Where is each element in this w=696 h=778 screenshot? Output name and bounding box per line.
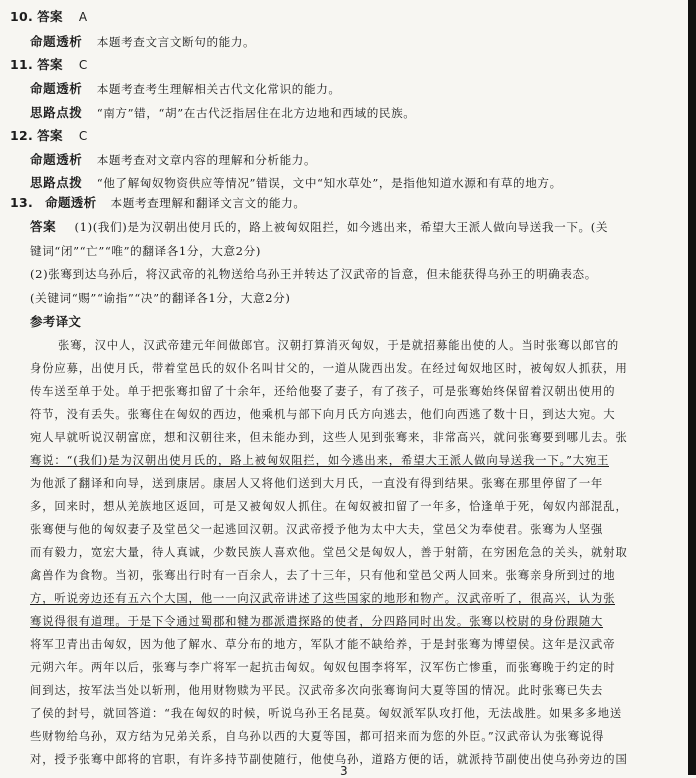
question-number: 12.: [10, 128, 34, 143]
translation-line: 为他派了翻译和向导，送到康居。康居人又将他们送到大月氏，一直没有得到结果。张骞在那里停留了一年: [30, 477, 604, 490]
translation-line: 骞说：“(我们)是为汉朝出使月氏的，路上被匈奴阻拦，如今逃出来，希望大王派人做向导送我一下。”大宛王: [30, 454, 610, 467]
translation-line: 宛人早就听说汉朝富庶，想和汉朝往来，但未能办到，这些人见到张骞来，非常高兴，就问张骞要到哪儿去。张: [30, 431, 628, 444]
q10-answer-row: [10, 9, 87, 25]
answer-text: (1)(我们)是为汉朝出使月氏的，路上被匈奴阻拦，如今逃出来，希望大王派人做向导送我一下。(关: [74, 220, 609, 234]
question-number: 13.: [10, 195, 34, 210]
analysis-label: 命题透析: [30, 81, 83, 96]
question-number: 10.: [10, 9, 34, 24]
hint-text: “南方”错，“胡”在古代泛指居住在北方边地和西域的民族。: [96, 106, 416, 120]
hint-label: 思路点拨: [30, 105, 83, 120]
translation-line: 些财物给乌孙，双方结为兄弟关系，自乌孙以西的大夏等国，都可招来而为您的外臣。”汉武帝认为张骞说得: [30, 730, 605, 743]
q10-analysis-row: [30, 34, 255, 50]
answer-value: C: [78, 58, 88, 72]
answer-label: 答案: [37, 9, 63, 24]
translation-line: 多，回来时，想从羌族地区返回，可是又被匈奴人抓住。在匈奴被扣留了一年多，恰逢单于死，匈奴内部混乱，: [30, 500, 628, 513]
q11-hint-row: [30, 105, 415, 121]
answer-value: A: [78, 10, 88, 24]
analysis-text: 本题考查理解和翻译文言文的能力。: [110, 196, 306, 210]
answer-label: 答案: [37, 128, 63, 143]
translation-line: 对，授予张骞中郎将的官职，有许多持节副使随行，他使乌孙，道路方便的话，就派持节副使出使乌孙旁边的国: [30, 753, 628, 766]
q12-analysis-row: [30, 152, 316, 168]
translation-line: 身份应募，出使月氏，带着堂邑氏的奴仆名叫甘父的，一道从陇西出发。在经过匈奴地区时，被匈奴人抓获，用: [30, 362, 628, 375]
q13-analysis-row: [10, 195, 306, 211]
analysis-text: 本题考查考生理解相关古代文化常识的能力。: [96, 82, 341, 96]
answer-label: 答案: [37, 57, 63, 72]
hint-text: “他了解匈奴物资供应等情况”错误，文中“知水草处”，是指他知道水源和有草的地方。: [96, 176, 562, 190]
translation-line: 张骞，汉中人，汉武帝建元年间做郎官。汉朝打算消灭匈奴，于是就招募能出使的人。当时张骞以郎官的: [58, 339, 620, 352]
analysis-label: 命题透析: [30, 152, 83, 167]
translation-line: 禽兽作为食物。当初，张骞出行时有一百余人，去了十三年，只有他和堂邑父两人回来。张骞亲身所到过的地: [30, 569, 616, 582]
q11-analysis-row: [30, 81, 341, 97]
page-number: 3: [340, 764, 348, 778]
reference-translation-title: 参考译文: [30, 314, 82, 329]
translation-line: 骞说得很有道理。于是下令通过蜀郡和犍为郡派遣探路的使者，分四路同时出发。张骞以校尉的身份跟随大: [30, 615, 604, 628]
translation-line: 间到达，按军法当处以斩刑，他用财物赎为平民。汉武帝多次向张骞询问大夏等国的情况。此时张骞已失去: [30, 684, 604, 697]
translation-line: 而有毅力，宽宏大量，待人真诚，少数民族人喜欢他。堂邑父是匈奴人，善于射箭，在穷困危急的关头，就射取: [30, 546, 628, 559]
translation-line: 方，听说旁边还有五六个大国，他一一向汉武帝讲述了这些国家的地形和物产。汉武帝听了，很高兴，认为张: [30, 592, 616, 605]
scan-edge: [688, 0, 696, 775]
hint-label: 思路点拨: [30, 175, 83, 190]
translation-line: 将军卫青出击匈奴，因为他了解水、草分布的地方，军队才能不缺给养，于是封张骞为博望侯。这年是汉武帝: [30, 638, 616, 651]
q12-hint-row: [30, 175, 562, 191]
analysis-text: 本题考查文言文断句的能力。: [96, 35, 256, 49]
analysis-text: 本题考查对文章内容的理解和分析能力。: [96, 153, 317, 167]
question-number: 11.: [10, 57, 34, 72]
translation-line: 张骞便与他的匈奴妻子及堂邑父一起逃回汉朝。汉武帝授予他为太中大夫，堂邑父为奉使君。张骞为人坚强: [30, 523, 604, 536]
q13-part2-line2: (关键词“赐”“谕指”“决”的翻译各1分，大意2分): [30, 291, 291, 305]
q13-part1-line1: [30, 219, 608, 235]
translation-line: 传车送至单于处。单于把张骞扣留了十余年，还给他娶了妻子，有了孩子，可是张骞始终保留着汉朝出使用的: [30, 385, 616, 398]
translation-line: 元朔六年。两年以后，张骞与李广将军一起抗击匈奴。匈奴包围李将军，汉军伤亡惨重，而张骞晚于约定的时: [30, 661, 616, 674]
q13-part2-line1: (2)张骞到达乌孙后，将汉武帝的礼物送给乌孙王并转达了汉武帝的旨意，但未能获得乌孙王的明确表态。: [30, 267, 597, 281]
q13-part1-line2: 键词“闭”“亡”“唯”的翻译各1分，大意2分): [30, 244, 261, 258]
answer-label: 答案: [30, 219, 57, 234]
analysis-label: 命题透析: [45, 195, 97, 210]
answer-value: C: [78, 129, 88, 143]
q12-answer-row: [10, 128, 88, 144]
translation-line: 了侯的封号，就回答道：“我在匈奴的时候，听说乌孙王名昆莫。匈奴派军队攻打他，无法战胜。如果多多地送: [30, 707, 623, 720]
analysis-label: 命题透析: [30, 34, 83, 49]
translation-line: 符节，没有丢失。张骞住在匈奴的西边，他乘机与部下向月氏方向逃去，他们向西逃了数十日，到达大宛。大: [30, 408, 616, 421]
q11-answer-row: [10, 57, 88, 73]
